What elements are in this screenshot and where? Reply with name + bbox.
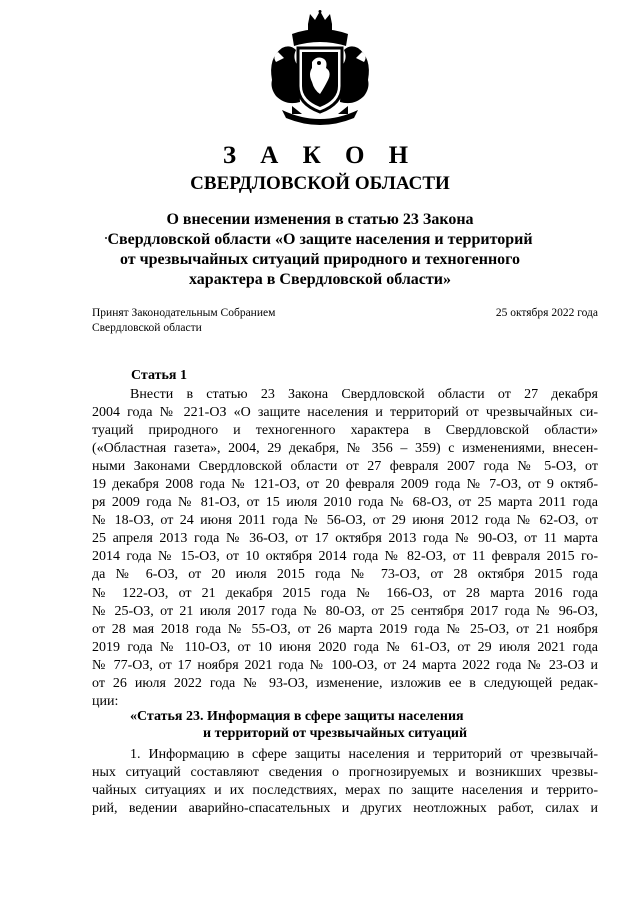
- text-line: туаций природного и техногенного характера в Свердловской области»: [92, 423, 598, 439]
- law-title-line: от чрезвычайных ситуаций природного и техногенного: [119, 251, 521, 268]
- article-1-text: [92, 386, 598, 711]
- text-line: Внести в статью 23 Закона Свердловской области от 27 декабря: [130, 387, 598, 402]
- article-23-paragraph-1: [92, 746, 598, 818]
- document-region: СВЕРДЛОВСКОЙ ОБЛАСТИ: [190, 173, 450, 194]
- text-line: № 122-ОЗ, от 21 декабря 2015 года № 166-ОЗ, от 28 марта 2016 года: [92, 585, 598, 601]
- text-line: («Областная газета», 2004, 29 декабря, № 356 – 359) с изменениями, внесен-: [92, 441, 598, 457]
- text-line: № 77-ОЗ, от 17 ноября 2021 года № 100-ОЗ, от 24 марта 2022 года № 23-ОЗ и: [92, 657, 598, 673]
- text-line: 1. Информацию в сфере защиты населения и территорий от чрезвычай-: [130, 747, 598, 762]
- article-23-heading: [130, 708, 467, 742]
- law-title-line: О внесении изменения в статью 23 Закона: [166, 211, 474, 228]
- text-line: ных ситуаций составляют сведения о прогнозируемых и возникших чрезвы-: [92, 765, 598, 780]
- text-line: № 25-ОЗ, от 21 июля 2017 года № 80-ОЗ, от 25 сентября 2017 года № 96-ОЗ,: [92, 603, 598, 619]
- text-line: 25 апреля 2013 года № 36-ОЗ, от 17 октября 2013 года № 90-ОЗ, от 11 марта: [92, 531, 598, 547]
- law-title-line: Свердловской области «О защите населения и территорий: [107, 231, 533, 248]
- text-line: ря 2009 года № 81-ОЗ, от 15 июля 2010 года № 68-ОЗ, от 25 марта 2011 года: [92, 495, 598, 511]
- law-title-line: характера в Свердловской области»: [189, 271, 451, 288]
- text-line: 19 декабря 2008 года № 121-ОЗ, от 20 февраля 2009 года № 7-ОЗ, от 9 октяб-: [92, 477, 598, 493]
- text-line: 2019 года № 110-ОЗ, от 10 июня 2020 года № 61-ОЗ, от 29 июля 2021 года: [92, 639, 598, 655]
- adopted-by-line: Принят Законодательным Собранием: [92, 307, 276, 319]
- law-title: [90, 210, 550, 290]
- coat-of-arms-emblem: [262, 10, 378, 128]
- text-line: чайных ситуациях и их последствиях, мерах по защите населения и террито-: [92, 783, 598, 798]
- text-line: ными Законами Свердловской области от 27 февраля 2007 года № 5-ОЗ, от: [92, 459, 598, 475]
- text-line: № 18-ОЗ, от 24 июня 2011 года № 56-ОЗ, от 29 июня 2012 года № 62-ОЗ, от: [92, 513, 598, 529]
- article-23-heading-line: «Статья 23. Информация в сфере защиты населения: [130, 709, 464, 724]
- text-line: от 26 июля 2022 года № 93-ОЗ, изменение, изложив ее в следующей редак-: [92, 675, 598, 691]
- article-23-heading-line: и территорий от чрезвычайных ситуаций: [203, 726, 468, 741]
- document-title: З А К О Н: [222, 142, 418, 169]
- text-line: от 28 мая 2018 года № 55-ОЗ, от 26 марта 2019 года № 25-ОЗ, от 21 ноября: [92, 621, 598, 637]
- text-line: да № 6-ОЗ, от 20 июля 2015 года № 73-ОЗ, от 28 октября 2015 года: [92, 567, 598, 583]
- adopted-by-line: Свердловской области: [92, 322, 202, 334]
- article-1-heading: Статья 1: [131, 368, 187, 383]
- text-line: 2004 года № 221-ОЗ «О защите населения и территорий от чрезвычайных си-: [92, 405, 598, 421]
- text-line: рий, ведении аварийно-спасательных и других неотложных работ, силах и: [92, 801, 598, 816]
- text-line: ции:: [92, 693, 119, 709]
- adopted-date: 25 октября 2022 года: [495, 307, 598, 319]
- adopted-by: [92, 306, 275, 336]
- text-line: 2014 года № 15-ОЗ, от 10 октября 2014 года № 82-ОЗ, от 11 февраля 2015 го-: [92, 549, 598, 565]
